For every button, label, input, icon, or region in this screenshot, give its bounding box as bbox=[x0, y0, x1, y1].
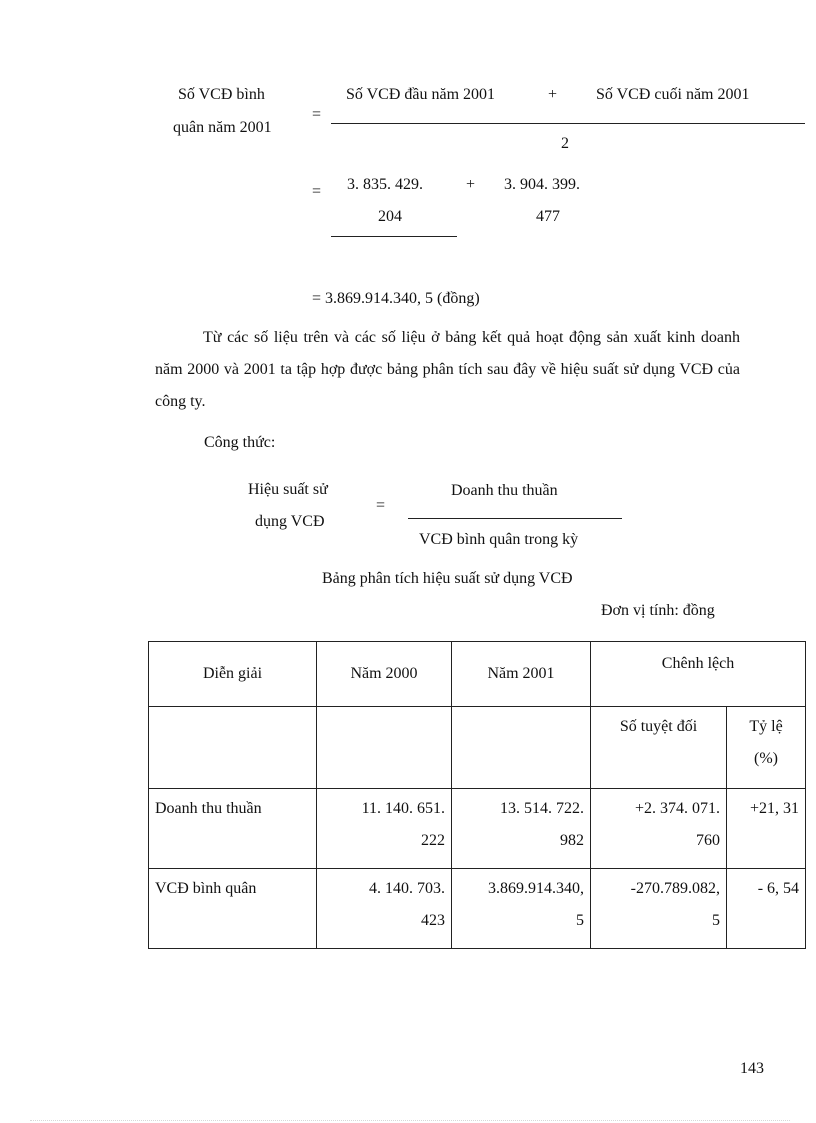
formula1-lhs-line1: Số VCĐ bình bbox=[178, 86, 265, 103]
row-value-2001 bbox=[452, 789, 591, 869]
formula3-denominator: VCĐ bình quân trong kỳ bbox=[419, 531, 579, 548]
header-ty-le-line2: (%) bbox=[754, 750, 778, 767]
table-header-row bbox=[149, 642, 806, 707]
row-abs-diff-line1: +2. 374. 071. bbox=[634, 800, 720, 817]
row-pct-text: +21, 31 bbox=[749, 800, 800, 817]
row-value-2000 bbox=[317, 789, 452, 869]
row-value-2000-line2: 222 bbox=[421, 832, 445, 849]
header-dien-giai-text: Diễn giải bbox=[202, 665, 263, 682]
formula1-equals: = bbox=[312, 106, 322, 123]
table-title: Bảng phân tích hiệu suất sử dụng VCĐ bbox=[322, 570, 573, 587]
formula2-result: = 3.869.914.340, 5 (đồng) bbox=[312, 290, 480, 307]
formula1-fraction-bar bbox=[331, 123, 805, 124]
header-nam-2001 bbox=[452, 642, 591, 707]
row-value-2001-line1: 13. 514. 722. bbox=[500, 800, 584, 817]
row-value-2001 bbox=[452, 869, 591, 949]
header-nam-2000 bbox=[317, 642, 452, 707]
formula2-plus: + bbox=[466, 176, 476, 193]
row-abs-diff bbox=[591, 869, 727, 949]
header-nam-2000-text: Năm 2000 bbox=[350, 665, 418, 682]
body-paragraph bbox=[155, 322, 740, 418]
row-abs-diff-line2: 760 bbox=[696, 832, 720, 849]
cong-thuc-label: Công thức: bbox=[204, 434, 276, 451]
formula2-fraction-bar bbox=[331, 236, 457, 237]
formula1-numerator-left: Số VCĐ đầu năm 2001 bbox=[346, 86, 496, 103]
row-value-2000-line1: 4. 140. 703. bbox=[369, 880, 445, 897]
row-pct-text: - 6, 54 bbox=[757, 880, 800, 897]
page-number: 143 bbox=[740, 1060, 764, 1077]
formula2-right-line2: 477 bbox=[536, 208, 560, 225]
row-pct bbox=[727, 789, 806, 869]
formula2-right-line1: 3. 904. 399. bbox=[504, 176, 580, 193]
subheader-empty-1 bbox=[149, 707, 317, 789]
row-abs-diff bbox=[591, 789, 727, 869]
formula1-denominator: 2 bbox=[561, 135, 569, 152]
page-bottom-divider bbox=[30, 1120, 790, 1121]
row-label-text: Doanh thu thuần bbox=[155, 800, 262, 817]
formula1-numerator-right: Số VCĐ cuối năm 2001 bbox=[596, 86, 750, 103]
row-label bbox=[149, 869, 317, 949]
header-chenh-lech-text: Chênh lệch bbox=[661, 655, 735, 672]
row-value-2001-line2: 5 bbox=[576, 912, 584, 929]
row-value-2000 bbox=[317, 869, 452, 949]
analysis-table bbox=[148, 641, 806, 949]
subheader-empty-2 bbox=[317, 707, 452, 789]
row-abs-diff-line1: -270.789.082, bbox=[630, 880, 720, 897]
row-value-2001-line1: 3.869.914.340, bbox=[488, 880, 584, 897]
row-value-2000-line2: 423 bbox=[421, 912, 445, 929]
row-label bbox=[149, 789, 317, 869]
subheader-empty-3 bbox=[452, 707, 591, 789]
header-ty-le bbox=[727, 707, 806, 789]
formula2-left-line1: 3. 835. 429. bbox=[347, 176, 423, 193]
formula1-lhs-line2: quân năm 2001 bbox=[173, 119, 272, 136]
row-value-2000-line1: 11. 140. 651. bbox=[361, 800, 445, 817]
header-so-tuyet-doi-text: Số tuyệt đối bbox=[619, 718, 698, 735]
formula3-lhs-line1: Hiệu suất sử bbox=[248, 481, 328, 498]
formula3-numerator: Doanh thu thuần bbox=[451, 482, 558, 499]
formula1-plus: + bbox=[548, 86, 558, 103]
header-nam-2001-text: Năm 2001 bbox=[487, 665, 555, 682]
header-chenh-lech bbox=[591, 642, 806, 707]
formula3-fraction-bar bbox=[408, 518, 622, 519]
unit-label: Đơn vị tính: đồng bbox=[601, 602, 715, 619]
row-abs-diff-line2: 5 bbox=[712, 912, 720, 929]
header-ty-le-line1: Tỷ lệ bbox=[749, 718, 783, 735]
table-row bbox=[149, 789, 806, 869]
row-label-text: VCĐ bình quân bbox=[155, 880, 257, 897]
formula2-left-line2: 204 bbox=[378, 208, 402, 225]
formula3-lhs-line2: dụng VCĐ bbox=[255, 513, 325, 530]
row-value-2001-line2: 982 bbox=[560, 832, 584, 849]
formula3-equals: = bbox=[376, 497, 386, 514]
table-row bbox=[149, 869, 806, 949]
header-dien-giai bbox=[149, 642, 317, 707]
formula2-equals: = bbox=[312, 183, 322, 200]
header-so-tuyet-doi bbox=[591, 707, 727, 789]
table-subheader-row bbox=[149, 707, 806, 789]
body-paragraph-text: Từ các số liệu trên và các số liệu ở bảng kết quả hoạt động sản xuất kinh doanh năm 2000 và 2001 ta tập hợp được bảng phân tích sau đây về hiệu suất sử dụng VCĐ của công ty. bbox=[155, 329, 740, 410]
row-pct bbox=[727, 869, 806, 949]
